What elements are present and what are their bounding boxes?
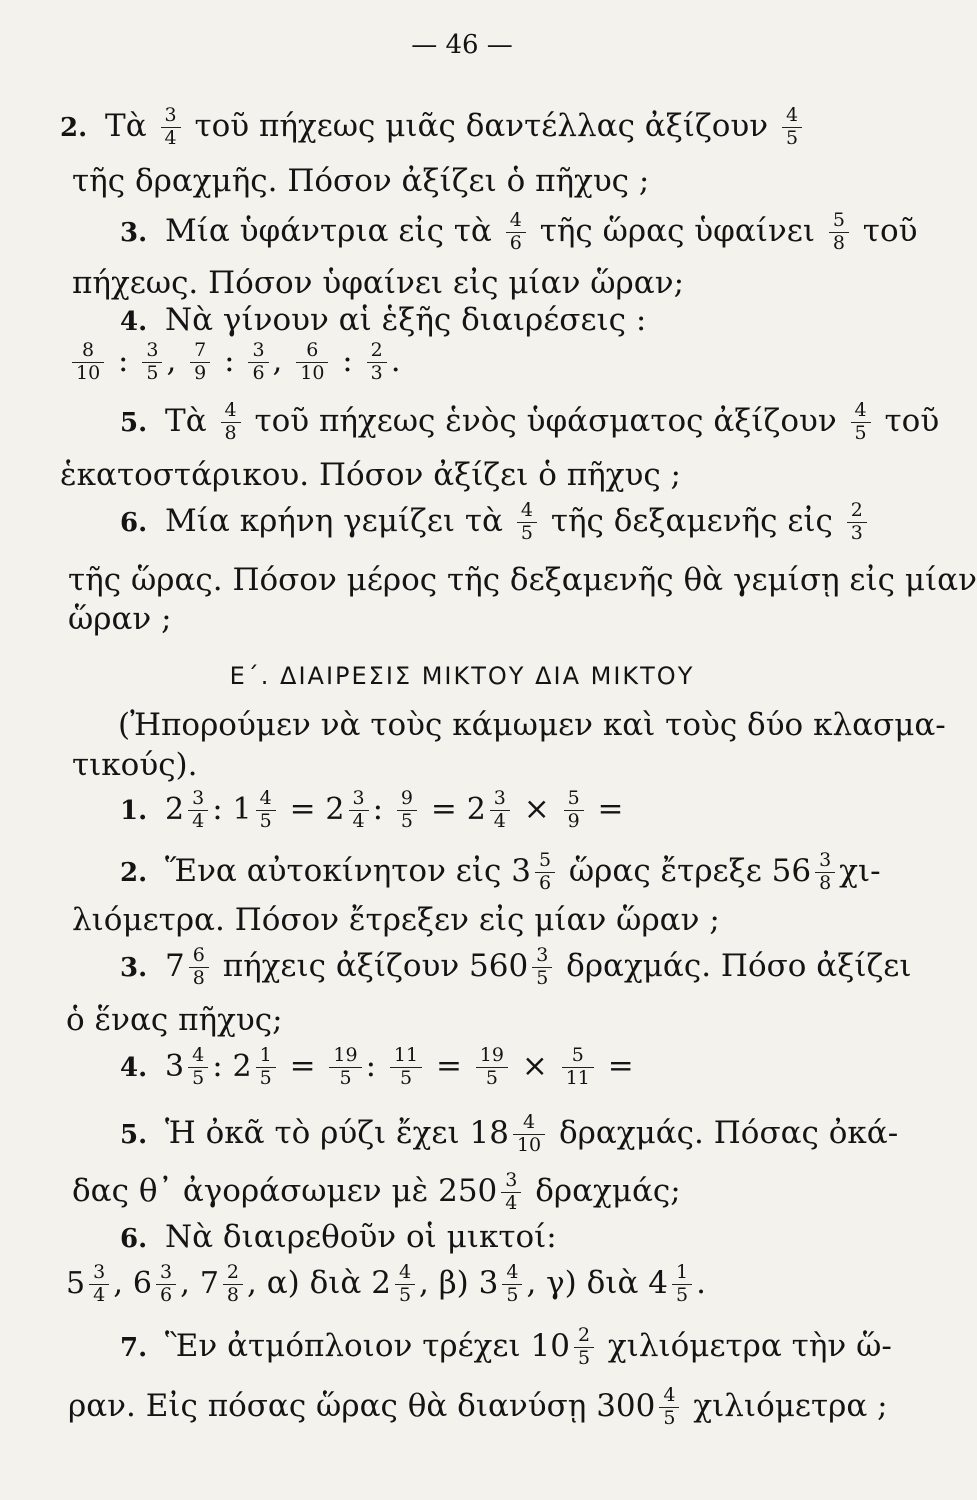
problem-number: 3. [120, 217, 148, 248]
fraction: $\frac{4}{5}$ [188, 1045, 208, 1090]
text: Ἡ ὀκᾶ τὸ ρύζι ἔχει 18 [165, 1114, 509, 1151]
text: δραχμάς. Πόσο ἀξίζει [566, 947, 912, 984]
question-5-line-2 [72, 1170, 924, 1215]
fraction: $\frac{4}{5}$ [659, 1385, 679, 1430]
text: β) 3 [438, 1264, 499, 1301]
problem-3-line-2: πήχεως. Πόσον ὑφαίνει εἰς μίαν ὥραν; [72, 265, 685, 301]
problem-3-line-1 [120, 210, 924, 255]
fraction: $\frac{3}{4}$ [188, 788, 208, 833]
text: Μία κρήνη γεμίζει τὰ [165, 502, 503, 539]
text: Νὰ διαιρεθοῦν οἱ μικτοί: [165, 1219, 557, 1255]
fraction: $\frac{4}{10}$ [513, 1112, 545, 1157]
question-3-line-2: ὁ ἕνας πῆχυς; [66, 1002, 283, 1038]
problem-number: 5. [120, 1119, 148, 1150]
question-6-line-1 [120, 1219, 924, 1255]
text: χιλιόμετρα ; [693, 1387, 888, 1424]
fraction: $\frac{4}{5}$ [502, 1262, 522, 1307]
fraction: $\frac{2}{5}$ [574, 1325, 594, 1370]
fraction: $\frac{6}{8}$ [189, 945, 209, 990]
text: Ἕνα αὐτοκίνητον εἰς 3 [165, 852, 531, 889]
problem-2-line-1 [60, 105, 924, 150]
fraction: $\frac{5}{8}$ [829, 210, 849, 255]
problem-number: 4. [120, 1052, 148, 1083]
text: Τὰ [105, 107, 147, 144]
intro-line-1: (Ἠπορούμεν νὰ τοὺς κάμωμεν καὶ τοὺς δύο κλασμα- [118, 707, 946, 743]
fraction: $\frac{3}{5}$ [142, 340, 162, 385]
fraction: $\frac{7}{9}$ [190, 340, 210, 385]
text: δας θ᾽ ἀγοράσωμεν μὲ 250 [72, 1172, 498, 1209]
question-4-equation: 4. 3 $\frac{4}{5}$ : 2 $\frac{1}{5}$ = $\frac{19}{5}$ : $\frac{11}{5}$ = $\frac{19}{5}$ × $\frac{5}{11}$ = [120, 1044, 634, 1089]
fraction: $\frac{9}{5}$ [397, 788, 417, 833]
fraction: $\frac{5}{9}$ [564, 788, 584, 833]
question-1-equation: 1. 2 $\frac{3}{4}$ : 1 $\frac{4}{5}$ = 2 $\frac{3}{4}$ : $\frac{9}{5}$ = 2 $\frac{3}{4}$ × $\frac{5}{9}$ = [120, 787, 624, 832]
text: χι- [839, 852, 881, 889]
fraction: $\frac{3}{5}$ [532, 945, 552, 990]
fraction: $\frac{3}{4}$ [490, 788, 510, 833]
text: α) διὰ 2 [266, 1264, 391, 1301]
fraction: $\frac{3}{4}$ [349, 788, 369, 833]
fraction: $\frac{3}{4}$ [161, 105, 181, 150]
problem-number: 2. [60, 112, 88, 143]
problem-5-line-1 [120, 399, 940, 445]
text: πήχεις ἀξίζουν 560 [222, 947, 529, 984]
problem-number: 5. [120, 407, 148, 438]
fraction: $\frac{4}{5}$ [395, 1262, 415, 1307]
text: 7 [165, 947, 185, 984]
question-5-line-1 [120, 1112, 924, 1157]
text: τῆς ὥρας ὑφαίνει [539, 212, 815, 249]
page-number: — 46 — [411, 30, 513, 60]
fraction: $\frac{19}{5}$ [329, 1045, 361, 1090]
fraction: $\frac{4}{6}$ [506, 210, 526, 255]
text: τοῦ πήχεως μιᾶς δαντέλλας ἀξίζουν [194, 107, 769, 144]
fraction: $\frac{3}{6}$ [156, 1262, 176, 1307]
intro-line-2: τικούς). [72, 747, 198, 783]
problem-number: 1. [120, 795, 148, 826]
question-7-line-2 [68, 1385, 924, 1430]
fraction: $\frac{4}{5}$ [851, 400, 871, 445]
section-heading: Ε΄. ΔΙΑΙΡΕΣΙΣ ΜΙΚΤΟΥ ΔΙΑ ΜΙΚΤΟΥ [229, 662, 695, 690]
fraction: $\frac{3}{8}$ [815, 850, 835, 895]
question-3-line-1 [120, 945, 924, 990]
problem-number: 2. [120, 857, 148, 888]
problem-5-line-2: ἑκατοστάρικου. Πόσον ἀξίζει ὁ πῆχυς ; [60, 457, 681, 493]
problem-number: 3. [120, 952, 148, 983]
fraction: $\frac{1}{5}$ [672, 1262, 692, 1307]
text: χιλιόμετρα τὴν ὥ- [607, 1327, 892, 1364]
question-2-line-1 [120, 850, 924, 895]
problem-number: 4. [120, 307, 148, 337]
text: ραν. Εἰς πόσας ὥρας θὰ διανύσῃ 300 [68, 1387, 656, 1424]
problem-number: 7. [120, 1332, 148, 1363]
question-2-line-2: λιόμετρα. Πόσον ἔτρεξεν εἰς μίαν ὥραν ; [72, 902, 720, 938]
fraction: $\frac{4}{5}$ [517, 500, 537, 545]
text: ὥρας ἔτρεξε 56 [568, 852, 812, 889]
question-7-line-1 [120, 1325, 924, 1370]
problem-4-divisions: $\frac{8}{10}$ : $\frac{3}{5}$ , $\frac{7}{9}$ : $\frac{3}{6}$ , $\frac{6}{10}$ : $\frac{2}{3}$ . [68, 340, 924, 385]
problem-number: 6. [120, 507, 148, 538]
text: γ) διὰ 4 [546, 1264, 668, 1301]
problem-6-line-2: τῆς ὥρας. Πόσον μέρος τῆς δεξαμενῆς θὰ γεμίσῃ εἰς μίαν [68, 562, 977, 598]
fraction: $\frac{4}{8}$ [221, 400, 241, 445]
fraction: $\frac{4}{5}$ [782, 105, 802, 150]
fraction: $\frac{3}{4}$ [89, 1262, 109, 1307]
fraction: $\frac{11}{5}$ [390, 1045, 422, 1090]
fraction: $\frac{2}{8}$ [223, 1262, 243, 1307]
text: Μία ὑφάντρια εἰς τὰ [165, 212, 492, 249]
text: Τὰ [165, 402, 207, 439]
fraction: $\frac{8}{10}$ [72, 340, 104, 385]
fraction: $\frac{2}{3}$ [367, 340, 387, 385]
problem-6-line-3: ὥραν ; [68, 601, 172, 637]
problem-2-line-2: τῆς δραχμῆς. Πόσον ἀξίζει ὁ πῆχυς ; [72, 163, 650, 199]
fraction: $\frac{6}{10}$ [296, 340, 328, 385]
problem-6-line-1 [120, 500, 924, 545]
text: Νὰ γίνουν αἱ ἑξῆς διαιρέσεις : [165, 302, 647, 338]
text: τοῦ [884, 402, 940, 439]
problem-4-line-1 [120, 302, 924, 338]
text: τῆς δεξαμενῆς εἰς [550, 502, 833, 539]
text: Ἓν ἀτμόπλοιον τρέχει 10 [165, 1327, 570, 1364]
fraction: $\frac{2}{3}$ [847, 500, 867, 545]
text: τοῦ [862, 212, 918, 249]
fraction: $\frac{19}{5}$ [476, 1045, 508, 1090]
fraction: $\frac{5}{6}$ [535, 850, 555, 895]
fraction: $\frac{1}{5}$ [256, 1045, 276, 1090]
problem-number: 6. [120, 1224, 148, 1254]
fraction: $\frac{5}{11}$ [562, 1045, 594, 1090]
fraction: $\frac{3}{6}$ [248, 340, 268, 385]
text: δραχμάς; [535, 1172, 681, 1209]
fraction: $\frac{3}{4}$ [501, 1170, 521, 1215]
question-6-line-2: 5 $\frac{3}{4}$ , 6 $\frac{3}{6}$ , 7 $\frac{2}{8}$ , α) διὰ 2 $\frac{4}{5}$ , β) 3 $\frac{4}{5}$ , γ) διὰ 4 $\frac{1}{5}$ . [66, 1261, 706, 1306]
text: τοῦ πήχεως ἑνὸς ὑφάσματος ἀξίζουν [254, 402, 837, 439]
text: δραχμάς. Πόσας ὀκά- [558, 1114, 899, 1151]
fraction: $\frac{4}{5}$ [256, 788, 276, 833]
